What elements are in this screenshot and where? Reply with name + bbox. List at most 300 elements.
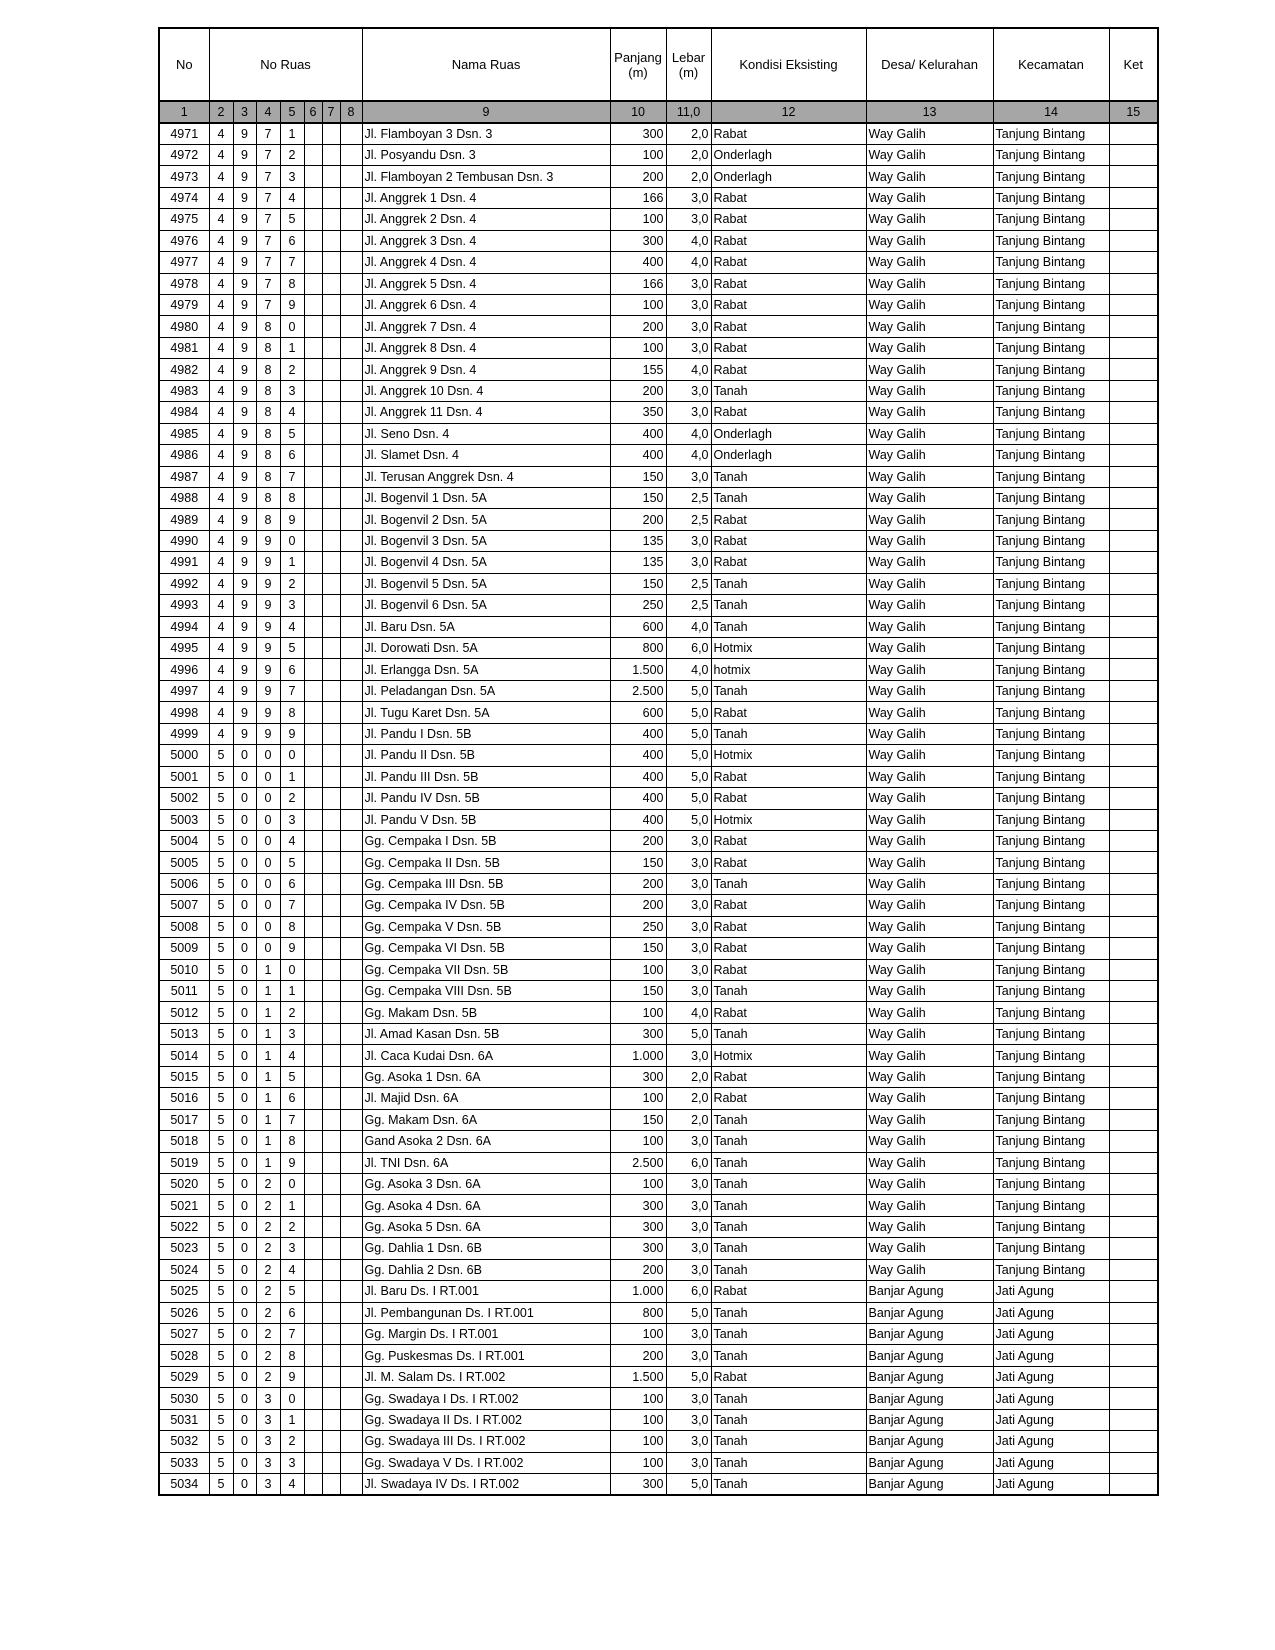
- ruas-digit-cell: 9: [233, 723, 256, 744]
- kecamatan-cell: Tanjung Bintang: [993, 123, 1109, 144]
- nama-ruas-cell: Gg. Cempaka VIII Dsn. 5B: [362, 981, 610, 1002]
- ruas-digit-cell: 0: [233, 1109, 256, 1130]
- kecamatan-cell: Tanjung Bintang: [993, 316, 1109, 337]
- ruas-digit-cell: 0: [233, 1388, 256, 1409]
- ruas-digit-cell: 0: [256, 766, 280, 787]
- ruas-digit-cell-empty: [322, 166, 340, 187]
- kondisi-cell: Tanah: [711, 1388, 866, 1409]
- ruas-digit-cell: 9: [256, 595, 280, 616]
- lebar-cell: 5,0: [666, 788, 711, 809]
- kecamatan-cell: Jati Agung: [993, 1409, 1109, 1430]
- kondisi-cell: Tanah: [711, 616, 866, 637]
- kecamatan-cell: Tanjung Bintang: [993, 487, 1109, 508]
- nama-ruas-cell: Jl. Bogenvil 1 Dsn. 5A: [362, 487, 610, 508]
- ruas-digit-cell: 7: [256, 123, 280, 144]
- kondisi-cell: Tanah: [711, 595, 866, 616]
- ket-cell: [1109, 144, 1158, 165]
- kondisi-cell: Hotmix: [711, 745, 866, 766]
- ruas-digit-cell-empty: [322, 1409, 340, 1430]
- table-row: [159, 788, 1158, 809]
- nama-ruas-cell: Jl. Anggrek 1 Dsn. 4: [362, 187, 610, 208]
- ket-cell: [1109, 638, 1158, 659]
- ruas-digit-cell-empty: [304, 209, 322, 230]
- ruas-digit-cell-empty: [304, 1238, 322, 1259]
- ruas-digit-cell-empty: [340, 1474, 362, 1495]
- lebar-cell: 2,0: [666, 1088, 711, 1109]
- ruas-digit-cell: 4: [209, 359, 233, 380]
- ruas-digit-cell: 0: [280, 530, 304, 551]
- panjang-cell: 400: [610, 809, 666, 830]
- no-cell: 4994: [159, 616, 209, 637]
- panjang-cell: 300: [610, 1216, 666, 1237]
- desa-cell: Banjar Agung: [866, 1474, 993, 1495]
- ruas-digit-cell-empty: [322, 187, 340, 208]
- ruas-digit-cell: 4: [209, 166, 233, 187]
- ruas-digit-cell: 3: [256, 1474, 280, 1495]
- kecamatan-cell: Tanjung Bintang: [993, 209, 1109, 230]
- lebar-cell: 4,0: [666, 445, 711, 466]
- ruas-digit-cell: 4: [280, 1045, 304, 1066]
- ruas-digit-cell: 0: [233, 1474, 256, 1495]
- ruas-digit-cell-empty: [304, 273, 322, 294]
- kondisi-cell: Tanah: [711, 1345, 866, 1366]
- kecamatan-cell: Tanjung Bintang: [993, 830, 1109, 851]
- no-cell: 5017: [159, 1109, 209, 1130]
- no-cell: 5010: [159, 959, 209, 980]
- ruas-digit-cell: 5: [209, 1045, 233, 1066]
- ruas-digit-cell: 0: [233, 1023, 256, 1044]
- ruas-digit-cell: 2: [256, 1366, 280, 1387]
- ruas-digit-cell-empty: [340, 1409, 362, 1430]
- kondisi-cell: Hotmix: [711, 638, 866, 659]
- ruas-digit-cell: 0: [256, 830, 280, 851]
- table-row: [159, 1131, 1158, 1152]
- desa-cell: Way Galih: [866, 380, 993, 401]
- ruas-digit-cell-empty: [322, 530, 340, 551]
- ruas-digit-cell-empty: [304, 595, 322, 616]
- ruas-digit-cell: 9: [233, 187, 256, 208]
- nama-ruas-cell: Jl. Anggrek 4 Dsn. 4: [362, 252, 610, 273]
- ruas-digit-cell: 5: [280, 1066, 304, 1087]
- no-cell: 4980: [159, 316, 209, 337]
- ruas-digit-cell-empty: [304, 745, 322, 766]
- ket-cell: [1109, 1452, 1158, 1473]
- ruas-digit-cell: 4: [209, 380, 233, 401]
- desa-cell: Way Galih: [866, 209, 993, 230]
- ruas-digit-cell: 1: [256, 1002, 280, 1023]
- ruas-digit-cell-empty: [304, 916, 322, 937]
- ruas-digit-cell-empty: [322, 830, 340, 851]
- ruas-digit-cell: 1: [256, 1023, 280, 1044]
- table-row: [159, 273, 1158, 294]
- ruas-digit-cell: 0: [233, 1238, 256, 1259]
- ruas-digit-cell: 0: [233, 1131, 256, 1152]
- ruas-digit-cell: 5: [209, 1195, 233, 1216]
- nama-ruas-cell: Jl. Majid Dsn. 6A: [362, 1088, 610, 1109]
- table-row: [159, 916, 1158, 937]
- table-row: [159, 1173, 1158, 1194]
- kecamatan-cell: Tanjung Bintang: [993, 959, 1109, 980]
- nama-ruas-cell: Jl. Anggrek 6 Dsn. 4: [362, 295, 610, 316]
- no-cell: 5002: [159, 788, 209, 809]
- lebar-cell: 3,0: [666, 380, 711, 401]
- ruas-digit-cell-empty: [322, 402, 340, 423]
- ruas-digit-cell: 9: [233, 552, 256, 573]
- ruas-digit-cell: 9: [233, 616, 256, 637]
- ruas-digit-cell: 2: [280, 144, 304, 165]
- lebar-cell: 4,0: [666, 1002, 711, 1023]
- desa-cell: Way Galih: [866, 1259, 993, 1280]
- ruas-digit-cell: 9: [280, 938, 304, 959]
- ruas-digit-cell: 3: [280, 166, 304, 187]
- desa-cell: Way Galih: [866, 852, 993, 873]
- ruas-digit-cell: 0: [280, 745, 304, 766]
- ruas-digit-cell-empty: [322, 1474, 340, 1495]
- col-header-panjang-unit: (m): [628, 64, 648, 80]
- ruas-digit-cell-empty: [340, 1281, 362, 1302]
- ruas-digit-cell: 4: [280, 402, 304, 423]
- no-cell: 5018: [159, 1131, 209, 1152]
- panjang-cell: 200: [610, 166, 666, 187]
- table-row: [159, 530, 1158, 551]
- ruas-digit-cell: 0: [233, 1152, 256, 1173]
- no-cell: 5026: [159, 1302, 209, 1323]
- nama-ruas-cell: Jl. Anggrek 8 Dsn. 4: [362, 337, 610, 358]
- ruas-digit-cell-empty: [304, 230, 322, 251]
- ruas-digit-cell: 5: [280, 852, 304, 873]
- lebar-cell: 5,0: [666, 1302, 711, 1323]
- desa-cell: Banjar Agung: [866, 1388, 993, 1409]
- desa-cell: Way Galih: [866, 1045, 993, 1066]
- ket-cell: [1109, 938, 1158, 959]
- table-row: [159, 809, 1158, 830]
- nama-ruas-cell: Jl. Bogenvil 5 Dsn. 5A: [362, 573, 610, 594]
- table-row: [159, 1152, 1158, 1173]
- ket-cell: [1109, 1281, 1158, 1302]
- ruas-digit-cell: 3: [256, 1452, 280, 1473]
- table-row: [159, 509, 1158, 530]
- ruas-digit-cell-empty: [304, 1152, 322, 1173]
- ruas-digit-cell: 5: [209, 916, 233, 937]
- no-cell: 5034: [159, 1474, 209, 1495]
- kecamatan-cell: Tanjung Bintang: [993, 230, 1109, 251]
- kondisi-cell: Tanah: [711, 380, 866, 401]
- kondisi-cell: Rabat: [711, 359, 866, 380]
- kondisi-cell: Tanah: [711, 487, 866, 508]
- ket-cell: [1109, 423, 1158, 444]
- desa-cell: Way Galih: [866, 1088, 993, 1109]
- panjang-cell: 150: [610, 573, 666, 594]
- ket-cell: [1109, 1409, 1158, 1430]
- ruas-digit-cell-empty: [340, 1324, 362, 1345]
- column-number-cell: 3: [233, 101, 256, 123]
- nama-ruas-cell: Gg. Cempaka VI Dsn. 5B: [362, 938, 610, 959]
- table-row: [159, 1195, 1158, 1216]
- no-cell: 5029: [159, 1366, 209, 1387]
- ruas-digit-cell: 5: [209, 1131, 233, 1152]
- lebar-cell: 2,5: [666, 595, 711, 616]
- ruas-digit-cell-empty: [340, 380, 362, 401]
- ruas-digit-cell: 5: [209, 1238, 233, 1259]
- no-cell: 4996: [159, 659, 209, 680]
- nama-ruas-cell: Jl. Flamboyan 2 Tembusan Dsn. 3: [362, 166, 610, 187]
- ruas-digit-cell: 5: [209, 1474, 233, 1495]
- ruas-digit-cell: 9: [233, 509, 256, 530]
- panjang-cell: 200: [610, 509, 666, 530]
- ruas-digit-cell-empty: [322, 1345, 340, 1366]
- ruas-digit-cell: 7: [280, 1109, 304, 1130]
- no-cell: 4999: [159, 723, 209, 744]
- panjang-cell: 2.500: [610, 1152, 666, 1173]
- kondisi-cell: Rabat: [711, 552, 866, 573]
- nama-ruas-cell: Jl. Anggrek 10 Dsn. 4: [362, 380, 610, 401]
- ket-cell: [1109, 1002, 1158, 1023]
- ket-cell: [1109, 1366, 1158, 1387]
- ket-cell: [1109, 316, 1158, 337]
- lebar-cell: 3,0: [666, 1216, 711, 1237]
- kondisi-cell: Rabat: [711, 123, 866, 144]
- kondisi-cell: Tanah: [711, 1023, 866, 1044]
- ruas-digit-cell: 8: [280, 702, 304, 723]
- ruas-digit-cell: 1: [280, 1195, 304, 1216]
- desa-cell: Way Galih: [866, 1131, 993, 1152]
- kecamatan-cell: Tanjung Bintang: [993, 445, 1109, 466]
- kondisi-cell: Tanah: [711, 1474, 866, 1495]
- ruas-digit-cell-empty: [304, 1452, 322, 1473]
- panjang-cell: 300: [610, 1474, 666, 1495]
- ruas-digit-cell: 1: [256, 1109, 280, 1130]
- column-number-cell: 7: [322, 101, 340, 123]
- ruas-digit-cell-empty: [340, 573, 362, 594]
- lebar-cell: 5,0: [666, 1366, 711, 1387]
- no-cell: 4973: [159, 166, 209, 187]
- ruas-digit-cell: 7: [256, 273, 280, 294]
- nama-ruas-cell: Gg. Cempaka III Dsn. 5B: [362, 873, 610, 894]
- kecamatan-cell: Tanjung Bintang: [993, 916, 1109, 937]
- table-row: [159, 938, 1158, 959]
- ruas-digit-cell-empty: [304, 1173, 322, 1194]
- panjang-cell: 150: [610, 981, 666, 1002]
- kondisi-cell: Rabat: [711, 1366, 866, 1387]
- ruas-digit-cell: 4: [209, 123, 233, 144]
- ruas-digit-cell-empty: [340, 616, 362, 637]
- lebar-cell: 4,0: [666, 359, 711, 380]
- kecamatan-cell: Tanjung Bintang: [993, 466, 1109, 487]
- lebar-cell: 3,0: [666, 466, 711, 487]
- ruas-digit-cell: 2: [256, 1345, 280, 1366]
- nama-ruas-cell: Jl. Bogenvil 4 Dsn. 5A: [362, 552, 610, 573]
- table-row: [159, 123, 1158, 144]
- nama-ruas-cell: Jl. Seno Dsn. 4: [362, 423, 610, 444]
- ruas-digit-cell: 4: [209, 209, 233, 230]
- ruas-digit-cell: 5: [209, 959, 233, 980]
- no-cell: 4987: [159, 466, 209, 487]
- ruas-digit-cell: 9: [280, 509, 304, 530]
- lebar-cell: 2,5: [666, 573, 711, 594]
- kondisi-cell: Rabat: [711, 830, 866, 851]
- kecamatan-cell: Tanjung Bintang: [993, 616, 1109, 637]
- no-cell: 4979: [159, 295, 209, 316]
- kecamatan-cell: Tanjung Bintang: [993, 252, 1109, 273]
- no-cell: 5023: [159, 1238, 209, 1259]
- no-cell: 5024: [159, 1259, 209, 1280]
- ruas-digit-cell-empty: [322, 1131, 340, 1152]
- ruas-digit-cell-empty: [322, 1366, 340, 1387]
- nama-ruas-cell: Gg. Cempaka V Dsn. 5B: [362, 916, 610, 937]
- nama-ruas-cell: Jl. Pandu III Dsn. 5B: [362, 766, 610, 787]
- panjang-cell: 400: [610, 445, 666, 466]
- desa-cell: Way Galih: [866, 1109, 993, 1130]
- ruas-digit-cell-empty: [322, 680, 340, 701]
- table-row: [159, 1474, 1158, 1495]
- ket-cell: [1109, 273, 1158, 294]
- panjang-cell: 150: [610, 487, 666, 508]
- lebar-cell: 5,0: [666, 702, 711, 723]
- desa-cell: Banjar Agung: [866, 1302, 993, 1323]
- ruas-digit-cell: 0: [233, 1281, 256, 1302]
- desa-cell: Way Galih: [866, 809, 993, 830]
- panjang-cell: 300: [610, 1023, 666, 1044]
- ruas-digit-cell-empty: [304, 830, 322, 851]
- panjang-cell: 400: [610, 745, 666, 766]
- kecamatan-cell: Tanjung Bintang: [993, 852, 1109, 873]
- no-cell: 5012: [159, 1002, 209, 1023]
- ruas-digit-cell-empty: [322, 123, 340, 144]
- ket-cell: [1109, 702, 1158, 723]
- ruas-digit-cell: 4: [280, 187, 304, 208]
- ruas-digit-cell: 9: [233, 680, 256, 701]
- kecamatan-cell: Tanjung Bintang: [993, 981, 1109, 1002]
- kecamatan-cell: Tanjung Bintang: [993, 809, 1109, 830]
- no-cell: 4978: [159, 273, 209, 294]
- panjang-cell: 200: [610, 316, 666, 337]
- ruas-digit-cell-empty: [322, 873, 340, 894]
- desa-cell: Banjar Agung: [866, 1452, 993, 1473]
- lebar-cell: 5,0: [666, 680, 711, 701]
- table-row: [159, 1002, 1158, 1023]
- ruas-digit-cell-empty: [322, 509, 340, 530]
- panjang-cell: 166: [610, 273, 666, 294]
- ket-cell: [1109, 573, 1158, 594]
- ruas-digit-cell-empty: [322, 1238, 340, 1259]
- ruas-digit-cell-empty: [340, 1109, 362, 1130]
- ruas-digit-cell: 4: [209, 573, 233, 594]
- ruas-digit-cell: 9: [233, 466, 256, 487]
- ruas-digit-cell-empty: [340, 595, 362, 616]
- ket-cell: [1109, 1388, 1158, 1409]
- nama-ruas-cell: Gg. Dahlia 1 Dsn. 6B: [362, 1238, 610, 1259]
- nama-ruas-cell: Gg. Swadaya V Ds. I RT.002: [362, 1452, 610, 1473]
- panjang-cell: 2.500: [610, 680, 666, 701]
- column-number-cell: 14: [993, 101, 1109, 123]
- table-row: [159, 487, 1158, 508]
- no-cell: 5016: [159, 1088, 209, 1109]
- ruas-digit-cell-empty: [340, 766, 362, 787]
- table-row: [159, 209, 1158, 230]
- column-number-cell: 4: [256, 101, 280, 123]
- ruas-digit-cell-empty: [340, 1345, 362, 1366]
- ruas-digit-cell: 4: [280, 1474, 304, 1495]
- kondisi-cell: Tanah: [711, 1109, 866, 1130]
- kondisi-cell: Tanah: [711, 1152, 866, 1173]
- nama-ruas-cell: Jl. Anggrek 2 Dsn. 4: [362, 209, 610, 230]
- nama-ruas-cell: Gg. Asoka 4 Dsn. 6A: [362, 1195, 610, 1216]
- ruas-digit-cell-empty: [322, 1259, 340, 1280]
- desa-cell: Way Galih: [866, 680, 993, 701]
- col-header-desa: Desa/ Kelurahan: [866, 28, 993, 101]
- ruas-digit-cell-empty: [322, 809, 340, 830]
- panjang-cell: 800: [610, 1302, 666, 1323]
- ruas-digit-cell: 0: [233, 766, 256, 787]
- no-cell: 4983: [159, 380, 209, 401]
- lebar-cell: 4,0: [666, 659, 711, 680]
- ruas-digit-cell: 2: [256, 1324, 280, 1345]
- ruas-digit-cell: 5: [280, 638, 304, 659]
- ruas-digit-cell: 4: [209, 337, 233, 358]
- ruas-digit-cell: 1: [280, 552, 304, 573]
- ruas-digit-cell: 9: [233, 487, 256, 508]
- ket-cell: [1109, 895, 1158, 916]
- nama-ruas-cell: Jl. Dorowati Dsn. 5A: [362, 638, 610, 659]
- ruas-digit-cell: 5: [280, 423, 304, 444]
- ruas-digit-cell-empty: [340, 1173, 362, 1194]
- ruas-digit-cell: 9: [233, 659, 256, 680]
- ruas-digit-cell-empty: [340, 981, 362, 1002]
- ruas-digit-cell-empty: [304, 187, 322, 208]
- ruas-digit-cell-empty: [304, 380, 322, 401]
- ruas-digit-cell: 5: [209, 981, 233, 1002]
- ruas-digit-cell: 8: [280, 1345, 304, 1366]
- ruas-digit-cell: 9: [233, 166, 256, 187]
- ruas-digit-cell: 7: [280, 680, 304, 701]
- desa-cell: Way Galih: [866, 402, 993, 423]
- ruas-digit-cell: 8: [256, 509, 280, 530]
- no-cell: 4992: [159, 573, 209, 594]
- nama-ruas-cell: Jl. Slamet Dsn. 4: [362, 445, 610, 466]
- table-row: [159, 295, 1158, 316]
- ruas-digit-cell: 5: [209, 1409, 233, 1430]
- ruas-digit-cell: 2: [256, 1173, 280, 1194]
- nama-ruas-cell: Jl. Bogenvil 6 Dsn. 5A: [362, 595, 610, 616]
- ruas-digit-cell: 5: [209, 895, 233, 916]
- nama-ruas-cell: Jl. Pandu V Dsn. 5B: [362, 809, 610, 830]
- ruas-digit-cell: 9: [233, 423, 256, 444]
- ruas-digit-cell: 9: [280, 1366, 304, 1387]
- ruas-digit-cell-empty: [304, 123, 322, 144]
- ket-cell: [1109, 230, 1158, 251]
- ruas-digit-cell: 1: [280, 766, 304, 787]
- ruas-digit-cell: 7: [256, 144, 280, 165]
- ruas-digit-cell-empty: [304, 144, 322, 165]
- ruas-digit-cell: 0: [256, 809, 280, 830]
- table-row: [159, 1238, 1158, 1259]
- ruas-digit-cell: 2: [256, 1281, 280, 1302]
- ruas-digit-cell: 2: [280, 1431, 304, 1452]
- ruas-digit-cell-empty: [322, 1066, 340, 1087]
- table-row: [159, 316, 1158, 337]
- kondisi-cell: Rabat: [711, 852, 866, 873]
- table-row: [159, 830, 1158, 851]
- ket-cell: [1109, 1131, 1158, 1152]
- kondisi-cell: Tanah: [711, 1409, 866, 1430]
- desa-cell: Banjar Agung: [866, 1409, 993, 1430]
- ruas-digit-cell-empty: [322, 745, 340, 766]
- no-cell: 5028: [159, 1345, 209, 1366]
- ruas-digit-cell: 8: [256, 337, 280, 358]
- desa-cell: Banjar Agung: [866, 1431, 993, 1452]
- kondisi-cell: Tanah: [711, 1216, 866, 1237]
- ket-cell: [1109, 788, 1158, 809]
